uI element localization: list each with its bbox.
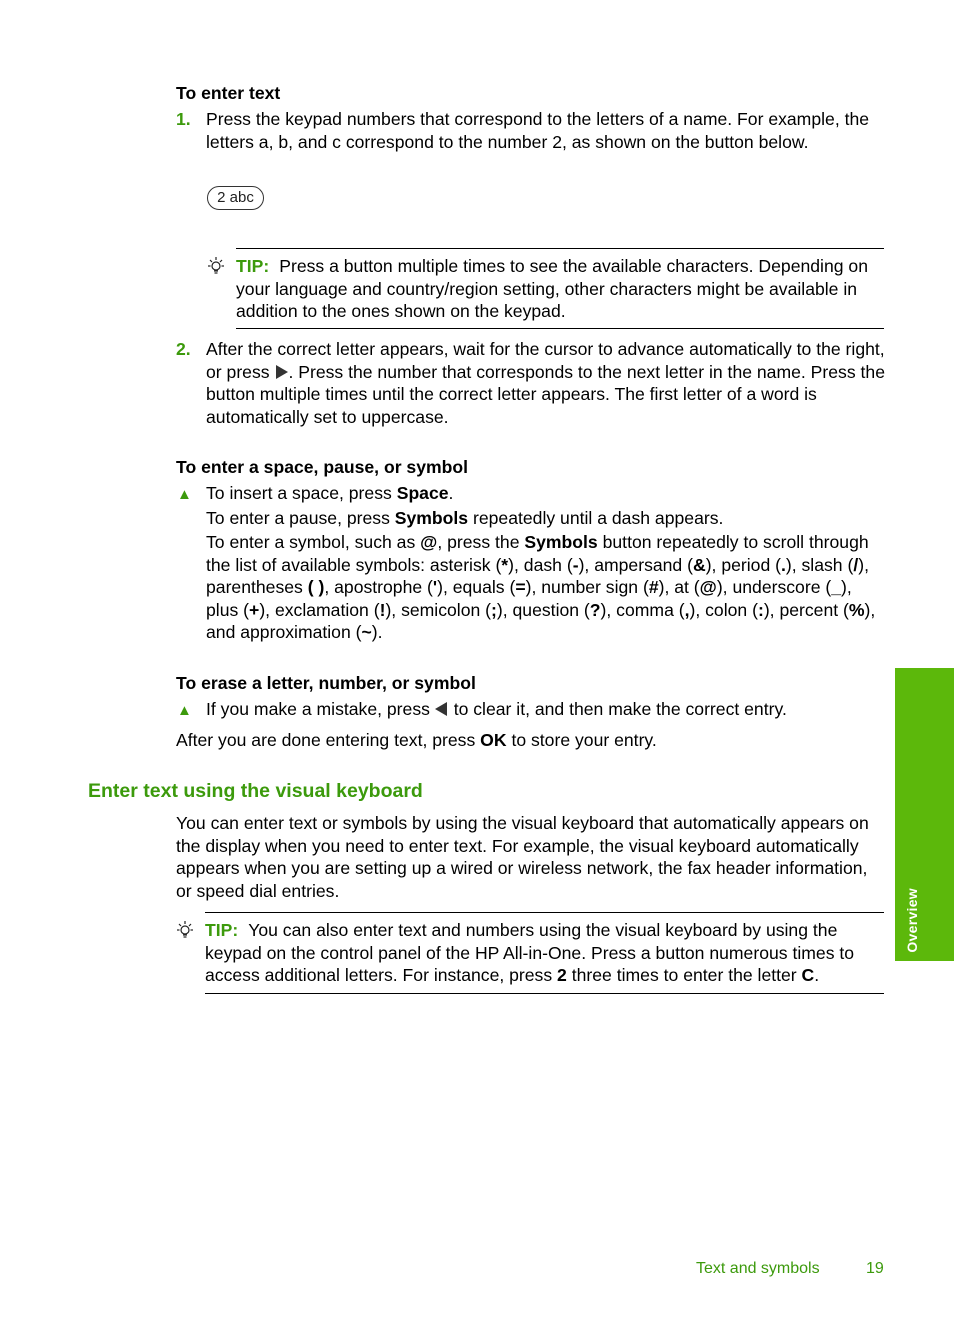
tip-label: TIP: (236, 256, 270, 276)
footer-section-title: Text and symbols (696, 1260, 820, 1277)
tip-2 (205, 919, 886, 987)
text: ), question ( (496, 599, 590, 620)
step-2-text (206, 338, 886, 428)
bullet-triangle-icon: ▲ (177, 486, 192, 503)
text: , press the (437, 532, 520, 552)
visual-keyboard-paragraph: You can enter text or symbols by using the visual keyboard that automatically appears on the display when you need to enter text. For example, the visual keyboard automatically appears when you are setting up a wired or wireless network, the fax header information, or speed dial entries. (176, 813, 869, 901)
text: You can also enter text and numbers using the visual keyboard by using the keypad on the control panel of the HP All-in-One. Press a button numerous times to access additional letters. For instance, press (205, 920, 855, 986)
symbol: , (684, 599, 690, 620)
step-2-text-b: . Press the number that corresponds to the next letter in the name. Press the button multiple times until the correct letter appears. The first letter of a word is automatically set to uppercase. (206, 361, 885, 427)
symbol: / (853, 554, 859, 575)
page-number: 19 (866, 1260, 884, 1277)
tip-top-rule (236, 248, 884, 249)
step-2-text-a: After the correct letter appears, wait for the cursor to advance automatically to the right, or press (206, 339, 885, 382)
insert-space-text (206, 482, 886, 505)
text: ), parentheses (206, 554, 869, 598)
tip-1-text: Press a button multiple times to see the available characters. Depending on your language and country/region setting, other characters might be available in addition to the ones shown on the keypad. (236, 256, 868, 322)
enter-symbol-text (206, 531, 886, 644)
text: ), colon ( (689, 599, 758, 620)
text: ), dash ( (508, 554, 573, 575)
ok-key-name: OK (480, 730, 507, 750)
symbol: % (848, 599, 865, 620)
text: ), exclamation ( (259, 599, 380, 620)
symbols-key-name: Symbols (394, 508, 469, 528)
tip-bottom-rule (205, 993, 884, 994)
side-tab-overview (895, 668, 954, 961)
symbol: ( ) (307, 577, 325, 598)
step-number-2: 2. (176, 339, 191, 359)
tip-top-rule (205, 912, 884, 913)
text: ), semicolon ( (385, 599, 492, 620)
symbol: & (692, 554, 706, 575)
symbol: : (757, 599, 764, 620)
symbol: * (501, 554, 509, 575)
text: ). (371, 622, 383, 643)
symbol: ! (379, 599, 386, 620)
right-arrow-icon (274, 365, 288, 379)
text: ), slash ( (785, 554, 854, 575)
erase-text (206, 698, 886, 721)
heading-space-pause-symbol: To enter a space, pause, or symbol (176, 457, 469, 477)
text: , apostrophe ( (324, 577, 433, 598)
symbol: ~ (361, 622, 372, 643)
letter-c: C (801, 965, 815, 986)
symbol: ; (491, 599, 497, 620)
symbol: ? (589, 599, 601, 620)
text: To enter a pause, press (206, 508, 390, 528)
symbol: @ (420, 532, 438, 552)
text: ), number sign ( (525, 577, 649, 598)
text: three times to enter the letter (571, 965, 797, 986)
symbol: . (780, 554, 786, 575)
left-arrow-icon (435, 702, 449, 716)
heading-visual-keyboard: Enter text using the visual keyboard (88, 780, 423, 802)
tip-bottom-rule (236, 328, 884, 329)
lightbulb-icon (174, 920, 196, 942)
space-key-name: Space (396, 483, 449, 503)
tip-1 (236, 255, 886, 323)
text: To enter a symbol, such as (206, 532, 416, 552)
text: to store your entry. (511, 730, 657, 750)
text: ), equals ( (437, 577, 516, 598)
text: ), underscore ( (716, 577, 832, 598)
keypad-button-2abc: 2 abc (207, 186, 264, 210)
text: repeatedly until a dash appears. (473, 508, 724, 528)
text: ), and approximation ( (206, 599, 876, 643)
text: . (448, 483, 454, 503)
text: to clear it, and then make the correct entry. (453, 699, 787, 719)
text: . (814, 965, 820, 986)
text: To insert a space, press (206, 483, 392, 503)
symbol: @ (699, 577, 717, 598)
heading-enter-text: To enter text (176, 83, 281, 103)
symbol: # (648, 577, 659, 598)
lightbulb-icon (205, 256, 227, 278)
bullet-triangle-icon: ▲ (177, 702, 192, 719)
symbol: + (249, 599, 260, 620)
text: button repeatedly to scroll through the list of available symbols: asterisk ( (206, 532, 869, 575)
text: After you are done entering text, press (176, 730, 476, 750)
step-number-1: 1. (176, 109, 191, 129)
symbol: = (515, 577, 526, 598)
key-2: 2 (557, 965, 567, 986)
side-tab-label: Overview (904, 888, 920, 953)
after-entry-text (176, 729, 886, 752)
text: ), percent ( (763, 599, 849, 620)
heading-erase: To erase a letter, number, or symbol (176, 673, 476, 693)
text: ), period ( (705, 554, 781, 575)
symbol: ' (432, 577, 438, 598)
text: ), comma ( (600, 599, 685, 620)
text: ), ampersand ( (578, 554, 693, 575)
symbol: _ (831, 577, 842, 598)
tip-label: TIP: (205, 920, 239, 940)
enter-pause-text (206, 507, 886, 530)
symbols-key-name: Symbols (524, 532, 598, 552)
text: ), plus ( (206, 577, 852, 620)
text: If you make a mistake, press (206, 699, 430, 719)
symbol: - (572, 554, 579, 575)
text: ), at ( (658, 577, 700, 598)
step-1-text: Press the keypad numbers that correspond to the letters of a name. For example, the letters a, b, and c correspond to the number 2, as shown on the button below. (206, 109, 870, 152)
